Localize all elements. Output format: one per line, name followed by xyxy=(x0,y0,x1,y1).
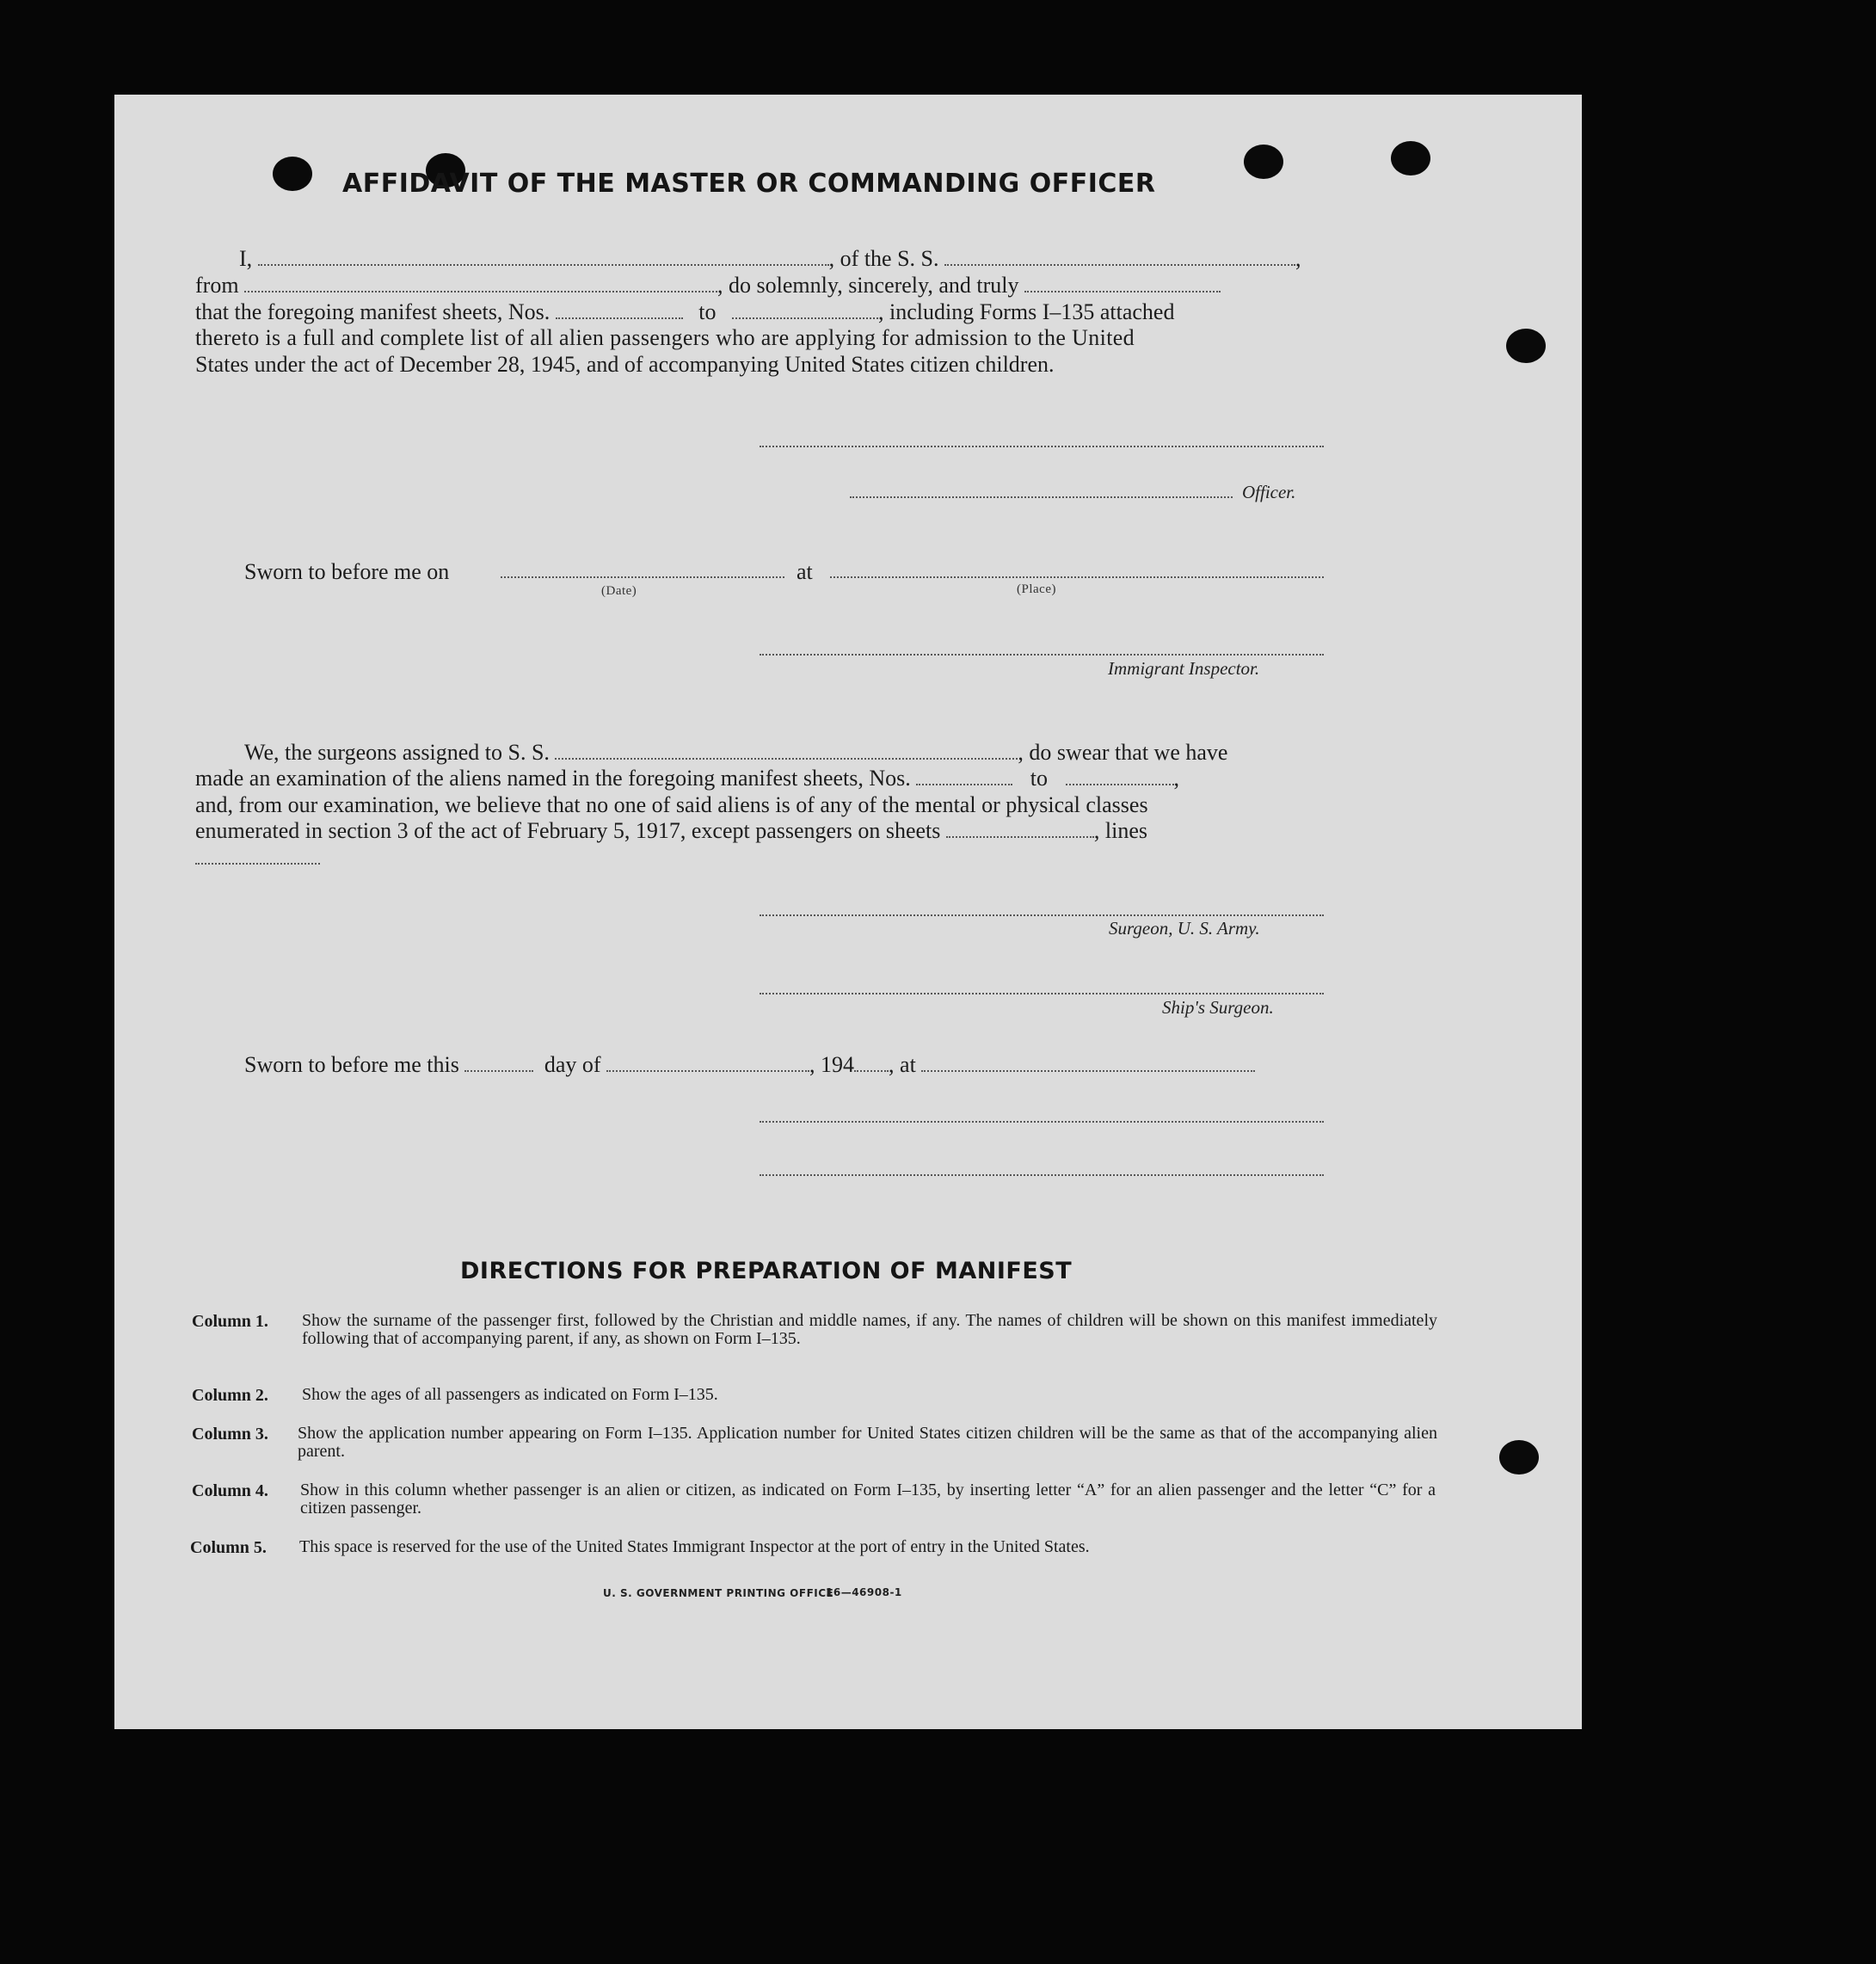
army-surgeon-label: Surgeon, U. S. Army. xyxy=(1109,918,1260,939)
direction-label-2: Column 2. xyxy=(192,1386,268,1405)
sheet-to-field[interactable] xyxy=(732,304,878,319)
sworn-day-field[interactable] xyxy=(464,1056,533,1072)
direction-label-4: Column 4. xyxy=(192,1481,268,1500)
punch-hole xyxy=(1499,1440,1539,1475)
immigrant-inspector-label: Immigrant Inspector. xyxy=(1108,658,1260,679)
place-caption: (Place) xyxy=(1017,582,1056,596)
signature-line-inspector[interactable] xyxy=(760,654,1324,656)
direction-text-4: Show in this column whether passenger is an alien or citizen, as indicated on Form I–135, by inserting letter “A” for an alien passenger and the letter “C” for a citizen passenger. xyxy=(300,1481,1436,1518)
ship-name-field[interactable] xyxy=(944,250,1295,266)
affidavit-title: AFFIDAVIT OF THE MASTER OR COMMANDING OFFICER xyxy=(342,169,1156,199)
sworn-this-line: Sworn to before me this day of , 194 , at xyxy=(244,1052,1255,1078)
punch-hole xyxy=(1391,141,1430,175)
punch-hole xyxy=(273,157,312,191)
punch-hole xyxy=(1506,329,1546,363)
affidavit-line-3: that the foregoing manifest sheets, Nos. to , including Forms I–135 attached xyxy=(195,299,1175,324)
officer-label: Officer. xyxy=(1242,482,1296,502)
except-lines-field[interactable] xyxy=(195,863,320,865)
exam-sheet-to-field[interactable] xyxy=(1066,770,1174,785)
signature-line-officer[interactable] xyxy=(850,496,1233,498)
surgeons-line-3: and, from our examination, we believe that no one of said aliens is of any of the mental or physical classes xyxy=(195,792,1148,817)
form-number: 16—46908-1 xyxy=(826,1586,902,1598)
surgeons-ship-field[interactable] xyxy=(555,744,1018,760)
direction-label-3: Column 3. xyxy=(192,1425,268,1444)
sworn-location-field[interactable] xyxy=(921,1056,1255,1072)
signature-line-master[interactable] xyxy=(760,446,1324,447)
sworn-before-text: Sworn to before me on xyxy=(244,559,450,584)
direction-label-5: Column 5. xyxy=(190,1538,267,1557)
surgeons-line-2: made an examination of the aliens named in the foregoing manifest sheets, Nos. to , xyxy=(195,766,1179,791)
direction-text-1: Show the surname of the passenger first, followed by the Christian and middle names, if any. The names of children will be shown on this manifest immediately following that of accompanying parent, if any, as shown on Form I–135. xyxy=(302,1311,1437,1348)
direction-label-1: Column 1. xyxy=(192,1312,268,1331)
direction-text-5: This space is reserved for the use of the United States Immigrant Inspector at the port of entry in the United States. xyxy=(299,1537,1090,1556)
affirmation-field[interactable] xyxy=(1024,277,1221,292)
signature-line-army-surgeon[interactable] xyxy=(760,914,1324,916)
sworn-at-text: at xyxy=(797,559,813,584)
sworn-month-field[interactable] xyxy=(606,1056,809,1072)
direction-text-2: Show the ages of all passengers as indicated on Form I–135. xyxy=(302,1385,718,1404)
surgeons-line-4: enumerated in section 3 of the act of February 5, 1917, except passengers on sheets , lines xyxy=(195,818,1148,843)
sworn-date-field[interactable] xyxy=(501,576,784,578)
surgeons-line-1: We, the surgeons assigned to S. S. , do swear that we have xyxy=(244,740,1228,765)
affidavit-line-5: States under the act of December 28, 1945, and of accompanying United States citizen children. xyxy=(195,352,1055,377)
sworn-place-field[interactable] xyxy=(830,576,1324,578)
affidavit-line-2: from , do solemnly, sincerely, and truly xyxy=(195,273,1221,299)
direction-text-3: Show the application number appearing on Form I–135. Application number for United States citizen children will be the same as that of the accompanying alien parent. xyxy=(298,1424,1437,1461)
sworn-year-field[interactable] xyxy=(854,1056,889,1072)
sheet-from-field[interactable] xyxy=(556,304,683,319)
affidavit-line-4: thereto is a full and complete list of all alien passengers who are applying for admission to the United xyxy=(195,325,1135,350)
except-sheets-field[interactable] xyxy=(946,822,1094,838)
master-name-field[interactable] xyxy=(258,250,829,266)
punch-hole xyxy=(1244,145,1283,179)
directions-title: DIRECTIONS FOR PREPARATION OF MANIFEST xyxy=(460,1258,1073,1284)
departure-port-field[interactable] xyxy=(244,277,717,292)
affidavit-line-1: I, , of the S. S. , xyxy=(239,246,1301,271)
signature-line-sworn-1[interactable] xyxy=(760,1121,1324,1123)
printing-office-imprint: U. S. GOVERNMENT PRINTING OFFICE xyxy=(603,1587,834,1599)
manifest-form-page xyxy=(114,95,1582,1729)
date-caption: (Date) xyxy=(601,584,637,598)
signature-line-ship-surgeon[interactable] xyxy=(760,993,1324,994)
ship-surgeon-label: Ship's Surgeon. xyxy=(1162,997,1274,1018)
signature-line-sworn-2[interactable] xyxy=(760,1174,1324,1176)
exam-sheet-from-field[interactable] xyxy=(916,770,1012,785)
